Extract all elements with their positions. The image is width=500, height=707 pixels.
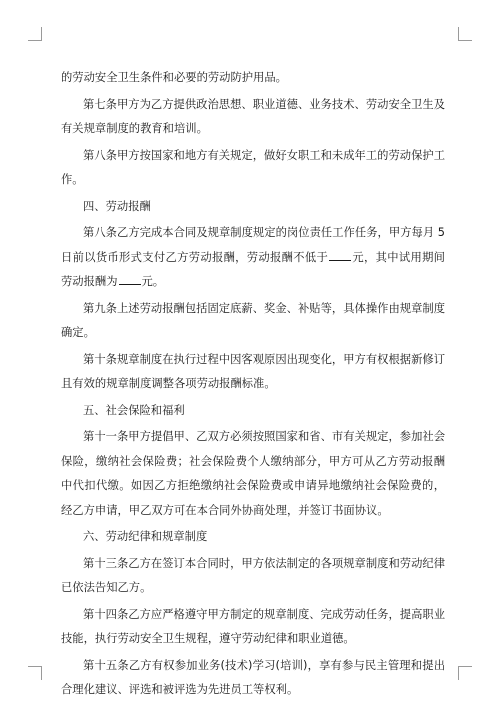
section-heading-remuneration: 四、劳动报酬 [83,199,151,213]
remuneration-text-part1: 第八条乙方完成本合同及规章制度规定的岗位责任工作任务，甲方每月 5 日前以货币形式支付乙方劳动报酬，劳动报酬不低于 [61,226,445,264]
paragraph-article-14: 第十四条乙方应严格遵守甲方制定的规章制度、完成劳动任务，提高职业技能，执行劳动安全卫生规程，遵守劳动纪律和职业道德。 [61,607,445,645]
remuneration-text-part2: 元，其中试用期间劳动报酬为 [61,250,445,288]
section-heading-discipline: 六、劳动纪律和规章制度 [83,530,208,543]
paragraph-article-10: 第十条规章制度在执行过程中因客观原因出现变化，甲方有权根据新修订且有效的规章制度调整各项劳动报酬标准。 [61,352,445,390]
paragraph-article-8-remuneration [61,221,445,295]
salary-blank [329,250,351,261]
paragraph-article-11: 第十一条甲方提倡甲、乙双方必须按照国家和省、市有关规定，参加社会保险，缴纳社会保险费；社会保险费个人缴纳部分，甲方可从乙方劳动报酬中代扣代缴。如因乙方拒绝缴纳社会保险费或申请异地缴纳社会保险费的，经乙方申请，甲乙双方可在本合同外协商处理，并签订书面协议。 [61,430,445,517]
crop-mark-top-right [458,27,472,41]
paragraph-article-15: 第十五条乙方有权参加业务(技术)学习(培训)，享有参与民主管理和提出合理化建议、评选和被评选为先进员工等权利。 [61,658,445,696]
paragraph-article-13: 第十三条乙方在签订本合同时，甲方依法制定的各项规章制度和劳动纪律已依法告知乙方。 [61,556,445,594]
paragraph-article-7: 第七条甲方为乙方提供政治思想、职业道德、业务技术、劳动安全卫生及有关规章制度的教育和培训。 [61,97,445,135]
paragraph-article-8-protection: 第八条甲方按国家和地方有关规定，做好女职工和未成年工的劳动保护工作。 [61,148,445,186]
remuneration-text-part3: 元。 [141,275,165,288]
crop-mark-top-left [28,27,42,41]
document-body [61,66,445,703]
crop-mark-bottom-right [458,666,472,680]
paragraph-article-9: 第九条上述劳动报酬包括固定底薪、奖金、补贴等，具体操作由规章制度确定。 [61,301,445,339]
probation-salary-blank [119,274,141,285]
section-heading-social-insurance: 五、社会保险和福利 [83,403,185,417]
crop-mark-bottom-left [28,666,42,680]
paragraph-continuation: 的劳动安全卫生条件和必要的劳动防护用品。 [61,71,287,84]
